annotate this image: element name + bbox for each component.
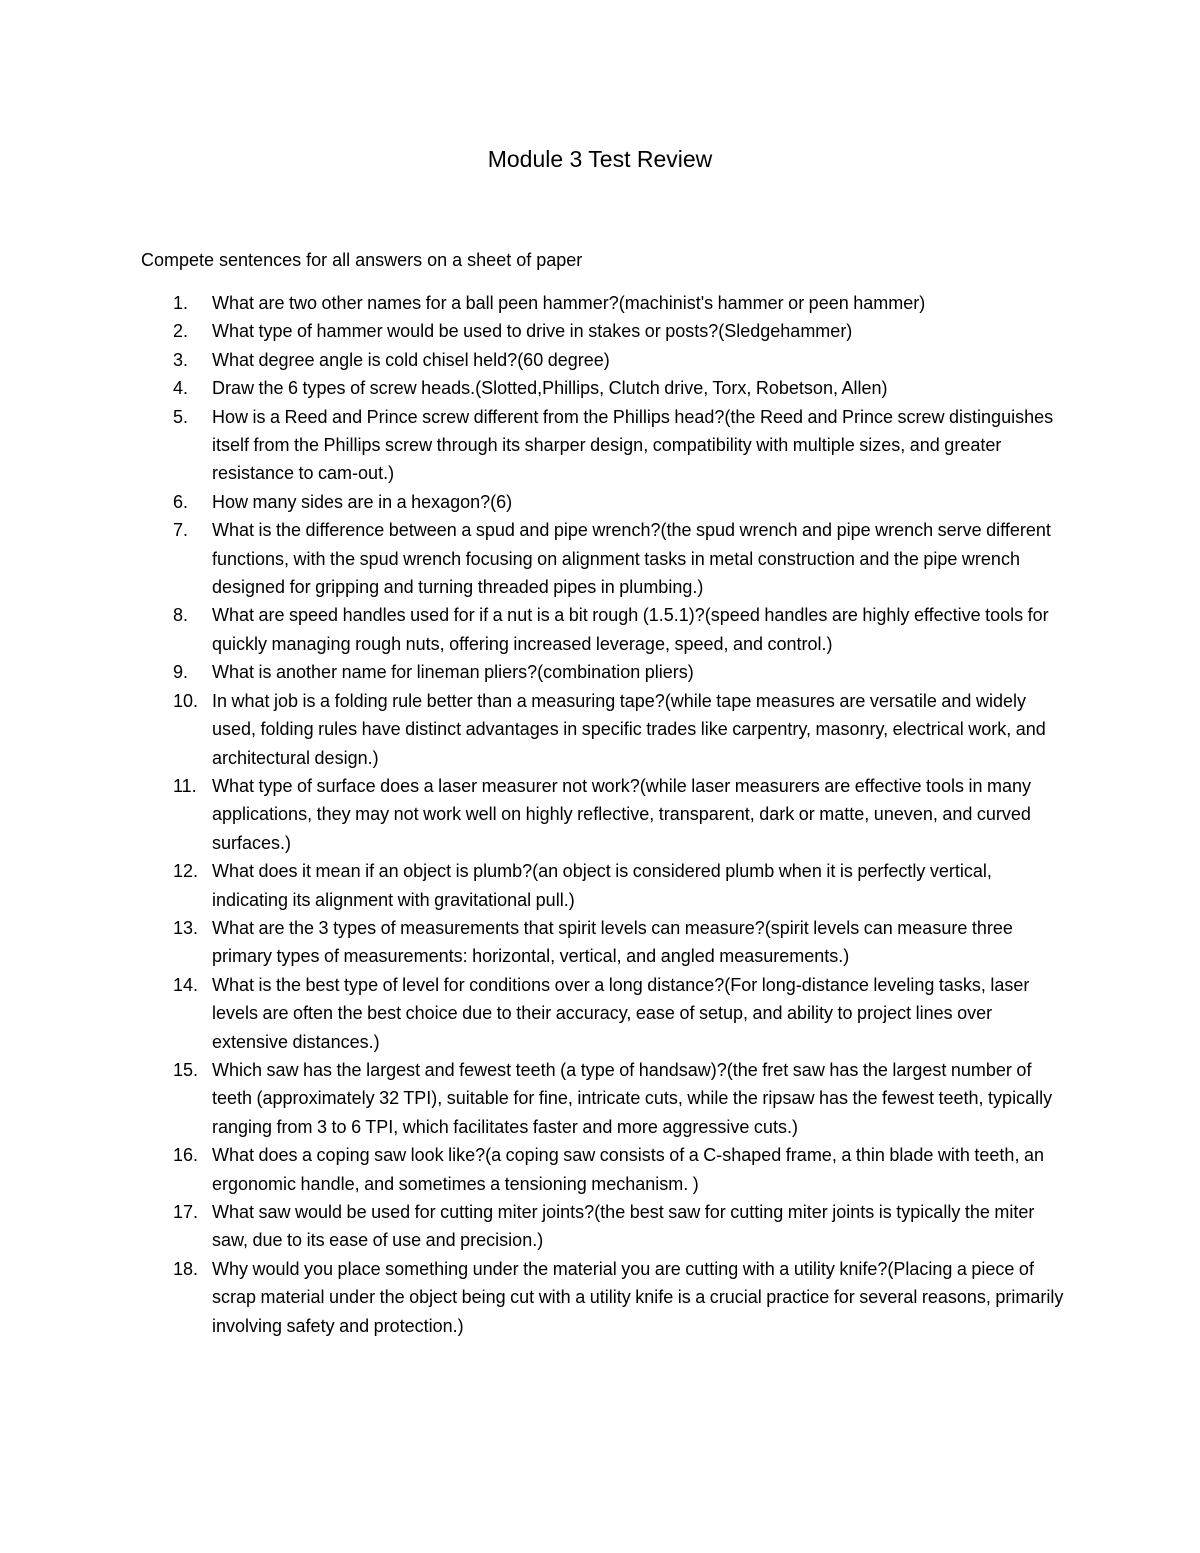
question-item [141,857,1071,914]
question-number: 9. [173,662,189,683]
question-number: 13. [173,917,199,938]
question-number: 10. [173,690,199,711]
question-item [141,971,1071,1056]
question-text: What degree angle is cold chisel held?(60 degree) [212,349,610,370]
question-number: 15. [173,1059,199,1080]
question-text: What is the best type of level for conditions over a long distance?(For long-distance leveling tasks, laser levels are often the best choice due to their accuracy, ease of setup, and ability to project lines over extensive distances.) [212,974,1030,1052]
question-number: 17. [173,1202,199,1222]
question-number: 6. [173,491,189,512]
question-text: What is another name for lineman pliers?(combination pliers) [212,662,694,683]
question-item [141,1056,1071,1141]
question-text: What are the 3 types of measurements that spirit levels can measure?(spirit levels can measure three primary types of measurements: horizontal, vertical, and angled measurements.) [212,917,1013,967]
question-item [141,346,1071,374]
question-text: What does it mean if an object is plumb?(an object is considered plumb when it is perfectly vertical, indicating its alignment with gravitational pull.) [212,861,992,910]
question-number: 7. [173,520,189,541]
question-number: 11. [173,775,197,796]
question-text: What are two other names for a ball peen hammer?(machinist's hammer or peen hammer) [212,293,926,313]
question-text: Why would you place something under the material you are cutting with a utility knife?(Placing a piece of scrap material under the object being cut with a utility knife is a crucial practice for several reasons, primarily involving safety and protection.) [212,1258,1064,1336]
question-text: What saw would be used for cutting miter joints?(the best saw for cutting miter joints is typically the miter saw, due to its ease of use and precision.) [212,1202,1035,1251]
question-number: 1. [173,293,189,313]
question-number: 8. [173,605,189,626]
question-item [141,516,1071,601]
question-item [141,374,1071,402]
question-text: What are speed handles used for if a nut is a bit rough (1.5.1)?(speed handles are highly effective tools for quickly managing rough nuts, offering increased leverage, speed, and control.) [212,605,1049,654]
question-text: In what job is a folding rule better than a measuring tape?(while tape measures are versatile and widely used, folding rules have distinct advantages in specific trades like carpentry, masonry, electrical work, and architectural design.) [212,690,1046,768]
instructions-text: Compete sentences for all answers on a sheet of paper [141,250,583,270]
question-text: How many sides are in a hexagon?(6) [212,491,513,512]
question-item [141,403,1071,488]
question-number: 16. [173,1145,199,1166]
question-text: How is a Reed and Prince screw different from the Phillips head?(the Reed and Prince screw distinguishes itself from the Phillips screw through its sharper design, compatibility with multiple sizes, and greater resistance to cam-out.) [212,406,1054,484]
question-text: Which saw has the largest and fewest teeth (a type of handsaw)?(the fret saw has the largest number of teeth (approximately 32 TPI), suitable for fine, intricate cuts, while the ripsaw has the fewest teeth, typically ranging from 3 to 6 TPI, which facilitates faster and more aggressive cuts.) [212,1059,1053,1137]
question-item [141,488,1071,516]
question-text: What type of surface does a laser measurer not work?(while laser measurers are effective tools in many applications, they may not work well on highly reflective, transparent, dark or matte, uneven, and curved surfaces.) [212,775,1032,853]
question-item [141,317,1071,345]
question-number: 5. [173,406,189,427]
question-text: Draw the 6 types of screw heads.(Slotted,Phillips, Clutch drive, Torx, Robetson, Allen) [212,378,888,399]
question-item [141,1141,1071,1198]
question-number: 18. [173,1258,199,1279]
question-item [141,658,1071,686]
question-text: What does a coping saw look like?(a coping saw consists of a C-shaped frame, a thin blade with teeth, an ergonomic handle, and sometimes a tensioning mechanism. ) [212,1145,1044,1194]
question-list [141,289,1071,1340]
question-item [141,601,1071,658]
question-item [141,289,1071,317]
question-number: 14. [173,974,199,995]
question-text: What is the difference between a spud and pipe wrench?(the spud wrench and pipe wrench serve different functions, with the spud wrench focusing on alignment tasks in metal construction and the pipe wrench designed for gripping and turning threaded pipes in plumbing.) [212,520,1051,598]
page-title: Module 3 Test Review [487,146,713,172]
question-text: What type of hammer would be used to drive in stakes or posts?(Sledgehammer) [212,321,853,342]
question-number: 3. [173,349,189,370]
question-number: 4. [173,378,189,399]
question-item [141,1255,1071,1340]
question-number: 12. [173,861,199,882]
question-item [141,1198,1071,1255]
question-item [141,914,1071,971]
question-item [141,687,1071,772]
question-item [141,772,1071,857]
question-number: 2. [173,321,189,342]
